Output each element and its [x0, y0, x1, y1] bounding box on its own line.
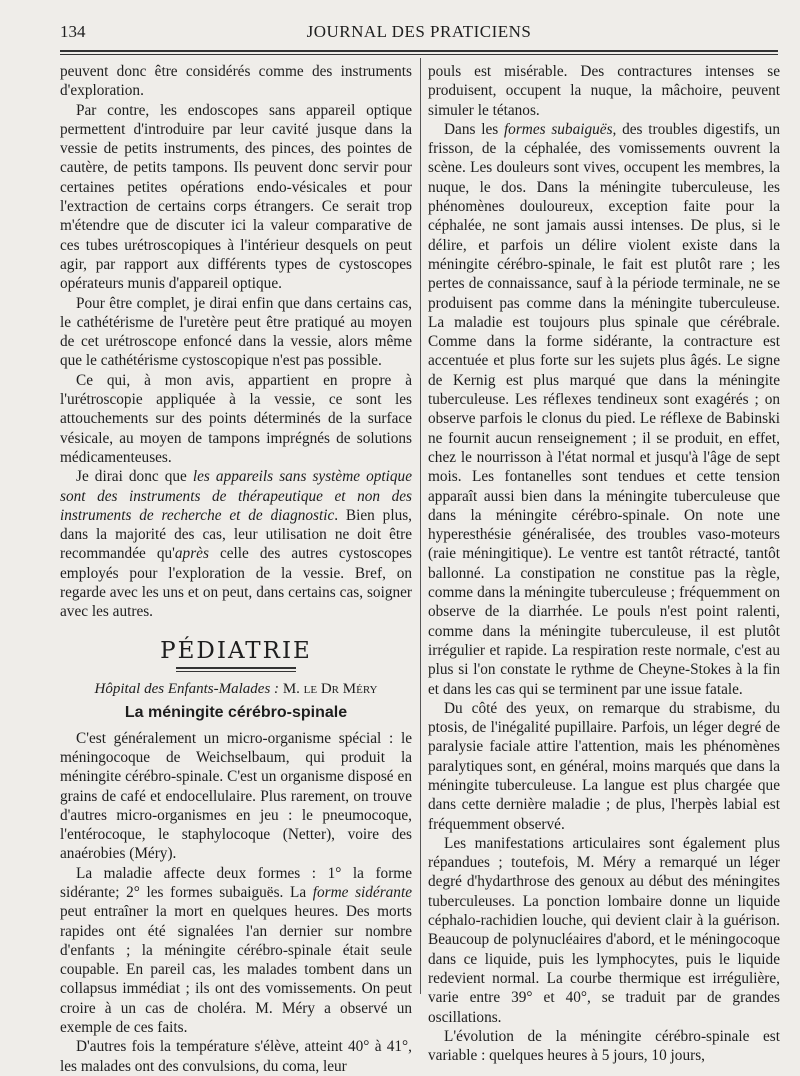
italic-run: les appareils sans système optique sont des instruments de thérapeutique et non des instruments de recherche et de diagnostic — [60, 468, 412, 524]
page-header — [60, 22, 778, 46]
paragraph — [60, 467, 412, 621]
text-run: Dans les — [444, 120, 504, 138]
paragraph: Les manifestations articulaires sont également plus répandues ; toutefois, M. Méry a remarqué un léger degré d'hydarthrose des genoux au début des méningites tuberculeuses. La ponction lombaire donne un liquide céphalo-rachidien louche, qui devient clair à la guérison. Beaucoup de polynucléaires d'abord, et le méningocoque dans ce liquide, puis les lymphocytes, puis le liquide redevient normal. La courbe thermique est irrégulière, varie entre 39° et 40°, se traduit par de grandes oscillations. — [428, 834, 780, 1026]
page-number: 134 — [60, 22, 86, 41]
paragraph — [428, 120, 780, 699]
text-run: La maladie affecte deux formes : 1° la forme sidérante; 2° les formes subaiguës. La — [60, 864, 412, 901]
paragraph: Pour être complet, je dirai enfin que dans certains cas, le cathétérisme de l'uretère peut être pratiqué au moyen de cet urétroscope enfoncé dans la vessie, alors même que le cathétérisme cystoscopique n'est pas possible. — [60, 294, 412, 370]
paragraph: D'autres fois la température s'élève, atteint 40° à 41°, les malades ont des convulsions, du coma, leur — [60, 1038, 412, 1075]
section-underline-thin — [176, 671, 296, 672]
paragraph: L'évolution de la méningite cérébro-spinale est variable : quelques heures à 5 jours, 10 jours, — [428, 1027, 780, 1065]
text-run: Je dirai donc que — [76, 468, 193, 486]
section-heading — [60, 638, 412, 672]
italic-run: après — [174, 545, 209, 563]
paragraph: Par contre, les endoscopes sans appareil optique permettent d'introduire par leur cavité jusque dans la vessie de petits instruments, des pinces, des pointes de cautère, de petits tampons. Ils peuvent donc servir pour certaines petites opérations endo-vésicales et pour l'extraction de certains corps étrangers. Ce serait trop m'étendre que de discuter ici la valeur comparative de ces tubes urétroscopiques à l'intérieur desquels on peut agir, par rapport aux différents types de cystoscopes opérateurs munis d'appareil optique. — [60, 101, 412, 293]
article-byline — [60, 680, 412, 699]
paragraph — [60, 864, 412, 1038]
column-divider — [420, 58, 421, 994]
section-title: PÉDIATRIE — [160, 637, 312, 664]
text-run: celle des autres cystoscopes employés pour l'exploration de la vessie. Bref, on regarde avec les uns et on peut, dans certains cas, soigner avec les autres. — [60, 545, 412, 621]
right-column — [428, 62, 780, 1065]
paragraph: peuvent donc être considérés comme des instruments d'exploration. — [60, 63, 412, 100]
text-run: . Bien plus, dans la majorité des cas, leur utilisation ne doit être recommandée qu' — [60, 506, 412, 563]
hospital-name: Hôpital des Enfants-Malades : — [94, 680, 280, 697]
paragraph: pouls est misérable. Des contractures intenses se produisent, occupent la nuque, la mâchoire, peuvent simuler le tétanos. — [428, 63, 780, 119]
left-column — [60, 62, 412, 1076]
italic-run: formes subaiguës, — [503, 120, 617, 138]
section-underline — [176, 667, 296, 669]
article-title: La méningite cérébro-spinale — [124, 703, 348, 721]
header-rule-thick — [60, 50, 778, 52]
text-run: des troubles digestifs, un frisson, de la céphalée, des vomissements ouvrent la scène. Les douleurs sont vives, occupent les membres, la nuque, le dos. Dans la méningite tuberculeuse, les phénomènes douloureux, exception faite pour la céphalée, ne sont jamais aussi intenses. De plus, si le délire, et parfois un délire violent existe dans la méningite cérébro-spinale, le fait est plutôt rare ; les pertes de connaissance, sauf à la période terminale, ne se produisent pas comme dans la méningite tuberculeuse. La maladie est toujours plus spinale que cérébrale. Comme dans la forme sidérante, la contracture est accentuée et plus forte sur les sujets plus âgés. Le signe de Kernig est plus marqué que dans la méningite tuberculeuse. Les réflexes tendineux sont exagérés ; on observe parfois le clonus du pied. Le réflexe de Babinski ne fournit aucun renseignement ; il se produit, en effet, chez le nourrisson à l'état normal et jusqu'à l'âge de sept mois. Les fontanelles sont tendues et cette tension apparaît aussi bien dans la méningite tuberculeuse que dans la méningite cérébro-spinale. On note une hyperesthésie généralisée, des troubles vaso-moteurs (raie méningitique). Le ventre est tantôt rétracté, tantôt ballonné. La constipation ne constitue pas la règle, comme dans la méningite tuberculeuse ; fréquemment on observe de la diarrhée. Le pouls n'est point ralenti, comme dans la méningite tuberculeuse, il est plutôt irrégulier et rapide. La respiration reste normale, c'est au plus si l'on constate le rythme de Cheyne-Stokes à la fin et dans les cas qui se terminent par une issue fatale. — [428, 120, 780, 698]
italic-run: forme sidérante — [312, 883, 412, 901]
text-run: peut entraîner la mort en quelques heures. Des morts rapides ont été signalées l'an dernier sur nombre d'enfants ; la méningite cérébro-spinale était seule coupable. En pareil cas, les malades tombent dans un collapsus immédiat ; ils ont des vomissements. On peut croire à un cas de choléra. M. Méry a observé un exemple de ces faits. — [60, 903, 412, 1037]
header-rule-thin — [60, 54, 778, 55]
running-title: JOURNAL DES PRATICIENS — [306, 22, 532, 41]
author-name: M. le Dr Méry — [279, 680, 378, 697]
paragraph: Du côté des yeux, on remarque du strabisme, du ptosis, de l'inégalité pupillaire. Parfois, un léger degré de paralysie faciale attire l'attention, mais les phénomènes paralytiques sont, en général, moins marqués que dans la méningite tuberculeuse. La langue est plus chargée que dans cette dernière maladie ; de plus, l'herpès labial est fréquemment observé. — [428, 699, 780, 833]
paragraph: Ce qui, à mon avis, appartient en propre à l'urétroscopie appliquée à la vessie, ce sont les attouchements sur des points déterminés de la surface vésicale, au moyen de tampons imprégnés de solutions médicamenteuses. — [60, 371, 412, 466]
paragraph: C'est généralement un micro-organisme spécial : le méningocoque de Weichselbaum, qui produit la méningite cérébro-spinale. C'est un organisme disposé en grains de café et endocellulaire. Plus rarement, on trouve d'autres micro-organismes en jeu : le pneumocoque, l'entérocoque, le staphylocoque (Netter), voire des anaérobies (Méry). — [60, 729, 412, 863]
